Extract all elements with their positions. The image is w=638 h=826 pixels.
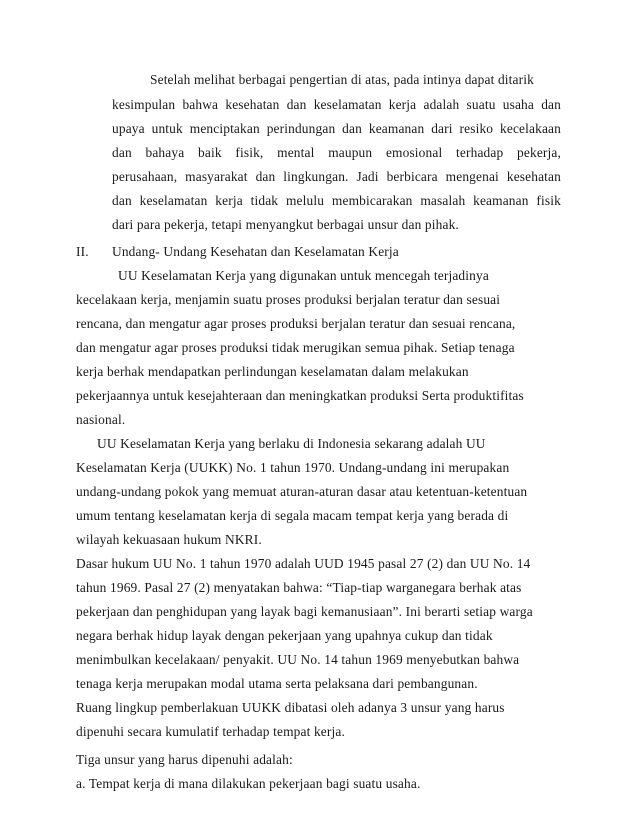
paragraph-2-line-5: kerja berhak mendapatkan perlindungan keselamatan dalam melakukan: [76, 364, 469, 379]
paragraph-1-line-2: kesimpulan bahwa kesehatan dan keselamatan kerja adalah suatu usaha dan: [112, 97, 561, 112]
list-item-a: a. Tempat kerja di mana dilakukan pekerjaan bagi suatu usaha.: [76, 776, 421, 791]
section-number: II.: [76, 244, 89, 259]
section-title: Undang- Undang Kesehatan dan Keselamatan Kerja: [112, 244, 399, 259]
paragraph-3-line-5: wilayah kekuasaan hukum NKRI.: [76, 532, 262, 547]
paragraph-4-line-4: negara berhak hidup layak dengan pekerjaan yang upahnya cukup dan tidak: [76, 628, 493, 643]
paragraph-2-line-3: rencana, dan mengatur agar proses produksi berjalan teratur dan sesuai rencana,: [76, 316, 516, 331]
paragraph-2-line-7: nasional.: [76, 412, 126, 427]
paragraph-6: Tiga unsur yang harus dipenuhi adalah:: [76, 752, 293, 767]
paragraph-3-line-2: Keselamatan Kerja (UUKK) No. 1 tahun 1970. Undang-undang ini merupakan: [76, 460, 510, 475]
paragraph-5-line-1: Ruang lingkup pemberlakuan UUKK dibatasi oleh adanya 3 unsur yang harus: [76, 700, 505, 715]
paragraph-2-line-2: kecelakaan kerja, menjamin suatu proses produksi berjalan teratur dan sesuai: [76, 292, 501, 307]
paragraph-3-line-3: undang-undang pokok yang memuat aturan-aturan dasar atau ketentuan-ketentuan: [76, 484, 528, 499]
paragraph-1-line-1: Setelah melihat berbagai pengertian di atas, pada intinya dapat ditarik: [150, 72, 534, 87]
paragraph-2-line-1: UU Keselamatan Kerja yang digunakan untuk mencegah terjadinya: [118, 268, 489, 283]
paragraph-1-line-4: dan bahaya baik fisik, mental maupun emosional terhadap pekerja,: [112, 145, 561, 160]
paragraph-4-line-6: tenaga kerja merupakan modal utama serta pelaksana dari pembangunan.: [76, 676, 478, 691]
paragraph-1-line-5: perusahaan, masyarakat dan lingkungan. Jadi berbicara mengenai kesehatan: [112, 169, 561, 184]
paragraph-1-line-3: upaya untuk menciptakan perindungan dan keamanan dari resiko kecelakaan: [112, 121, 561, 136]
paragraph-3-line-1: UU Keselamatan Kerja yang berlaku di Indonesia sekarang adalah UU: [97, 436, 486, 451]
paragraph-2-line-4: dan mengatur agar proses produksi tidak merugikan semua pihak. Setiap tenaga: [76, 340, 515, 355]
paragraph-4-line-2: tahun 1969. Pasal 27 (2) menyatakan bahwa: “Tiap-tiap warganegara berhak atas: [76, 580, 522, 595]
paragraph-3-line-4: umum tentang keselamatan kerja di segala macam tempat kerja yang berada di: [76, 508, 509, 523]
paragraph-4-line-1: Dasar hukum UU No. 1 tahun 1970 adalah UUD 1945 pasal 27 (2) dan UU No. 14: [76, 556, 531, 571]
paragraph-1-line-7: dari para pekerja, tetapi menyangkut berbagai unsur dan pihak.: [112, 217, 459, 232]
paragraph-1-line-6: dan keselamatan kerja tidak melulu membicarakan masalah keamanan fisik: [112, 193, 561, 208]
paragraph-4-line-5: menimbulkan kecelakaan/ penyakit. UU No. 14 tahun 1969 menyebutkan bahwa: [76, 652, 520, 667]
paragraph-5-line-2: dipenuhi secara kumulatif terhadap tempat kerja.: [76, 724, 345, 739]
paragraph-4-line-3: pekerjaan dan penghidupan yang layak bagi kemanusiaan”. Ini berarti setiap warga: [76, 604, 533, 619]
paragraph-2-line-6: pekerjaannya untuk kesejahteraan dan meningkatkan produksi Serta produktifitas: [76, 388, 524, 403]
